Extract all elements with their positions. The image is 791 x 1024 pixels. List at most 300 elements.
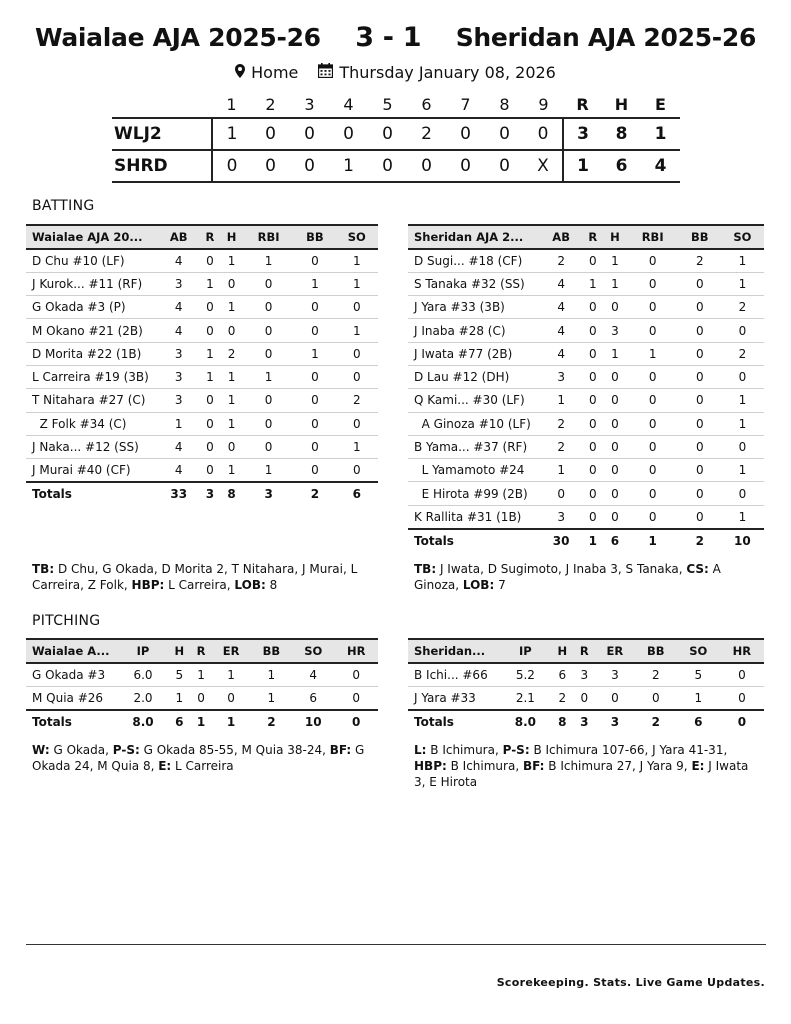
stat-value: 2 [551,686,574,709]
stat-value: 1 [220,365,243,388]
stat-value: 0 [721,319,764,342]
footer-divider [26,944,766,945]
player-name: K Rallita #31 (1B) [408,505,540,528]
inning-runs: 0 [407,150,446,182]
inning-runs: 0 [368,118,407,150]
inning-header: 3 [304,95,315,114]
note-label: LOB: [462,578,495,592]
note-label: CS: [686,562,709,576]
stat-column-header: SO [677,639,720,663]
stat-value: 0 [243,412,294,435]
stat-column-header: ER [211,639,250,663]
stat-value: 0 [220,435,243,458]
away-batting-table [26,224,378,506]
totals-label: Totals [26,710,118,734]
stat-value: 1 [158,412,200,435]
stat-value: 2 [540,435,582,458]
stat-value: 0 [679,296,721,319]
player-row [26,389,378,412]
total-value: 2 [251,710,292,734]
stat-value: 0 [294,435,335,458]
player-row [26,663,378,686]
stat-value: 3 [158,272,200,295]
team-column-header: Waialae A... [26,639,118,663]
inning-runs: 0 [368,150,407,182]
title-line [0,22,791,53]
stat-value: 1 [168,686,191,709]
note-text: L Carreira, [164,578,235,592]
stat-value: 1 [336,435,378,458]
stat-value: 1 [603,272,626,295]
note-label: E: [158,759,172,773]
stat-value: 0 [603,365,626,388]
total-value: 6 [336,482,378,506]
rhe-header: E [655,95,666,114]
note-text: 7 [494,578,506,592]
stat-value: 1 [294,272,335,295]
stat-value: 0 [582,459,603,482]
stat-value: 1 [603,342,626,365]
batting-section-title: BATTING [32,198,95,214]
stat-value: 0 [294,319,335,342]
player-name: S Tanaka #32 (SS) [408,272,540,295]
stat-value: 0 [679,412,721,435]
stat-value: 0 [243,272,294,295]
inning-header: 1 [226,95,237,114]
stat-value: 4 [158,319,200,342]
stat-value: 0 [721,365,764,388]
inning-runs: 0 [290,118,329,150]
player-name: A Ginoza #10 (LF) [408,412,540,435]
inning-runs: X [524,150,563,182]
stat-column-header: R [582,225,603,249]
stat-value: 0 [582,365,603,388]
stat-value: 0 [626,319,678,342]
inning-runs: 0 [212,150,251,182]
stat-value: 0 [582,482,603,505]
rhe-value: 3 [563,118,602,150]
stat-value: 0 [603,389,626,412]
team-column-header: Sheridan... [408,639,500,663]
note-label: BF: [329,743,352,757]
player-row [408,319,764,342]
stat-value: 1 [251,663,292,686]
note-text: B Ichimura 107-66, J Yara 41-31, [529,743,728,757]
inning-runs: 0 [446,150,485,182]
rhe-value: 1 [641,118,680,150]
player-name: D Chu #10 (LF) [26,249,158,272]
stat-value: 1 [336,319,378,342]
note-label: TB: [32,562,55,576]
note-text: G Okada 85-55, M Quia 38-24, [139,743,330,757]
totals-row [408,529,764,553]
inning-runs: 0 [251,118,290,150]
stat-value: 0 [679,505,721,528]
player-name: D Morita #22 (1B) [26,342,158,365]
player-row [26,249,378,272]
linescore-header-row [112,92,680,118]
totals-label: Totals [26,482,158,506]
inning-runs: 0 [446,118,485,150]
stat-value: 0 [582,412,603,435]
inning-runs: 0 [524,118,563,150]
stat-value: 2 [540,249,582,272]
rhe-value: 8 [602,118,641,150]
total-value: 2 [635,710,677,734]
stat-column-header: HR [334,639,378,663]
stat-value: 0 [603,296,626,319]
inning-header: 9 [538,95,549,114]
inning-header: 6 [421,95,432,114]
stat-column-header: AB [158,225,200,249]
player-row [408,296,764,319]
stat-value: 0 [200,296,221,319]
stat-value: 0 [582,296,603,319]
stat-value: 1 [200,272,221,295]
player-row [408,686,764,709]
stat-value: 1 [220,412,243,435]
stat-value: 2 [336,389,378,412]
stat-value: 1 [336,272,378,295]
total-value: 1 [191,710,212,734]
stat-value: 0 [595,686,635,709]
player-name: J Yara #33 (3B) [408,296,540,319]
game-info [0,63,791,82]
total-value: 10 [721,529,764,553]
player-name: J Naka... #12 (SS) [26,435,158,458]
totals-row [408,710,764,734]
stat-value: 6.0 [118,663,168,686]
stat-value: 5.2 [500,663,551,686]
player-row [408,482,764,505]
stat-value: 1 [211,663,250,686]
stat-value: 3 [595,663,635,686]
map-pin-icon [235,63,245,82]
stat-value: 3 [158,342,200,365]
total-value: 3 [595,710,635,734]
stat-value: 0 [626,249,678,272]
location-label: Home [251,63,299,82]
note-text: J Iwata, D Sugimoto, J Inaba 3, S Tanaka, [436,562,687,576]
home-batting-table [408,224,764,553]
stat-value: 1 [721,412,764,435]
stat-column-header: RBI [243,225,294,249]
stat-value: 0 [220,319,243,342]
total-value: 8 [551,710,574,734]
stats-header-row [408,225,764,249]
stat-value: 0 [582,435,603,458]
total-value: 8 [220,482,243,506]
stat-value: 0 [603,412,626,435]
stat-value: 3 [540,365,582,388]
player-name: Q Kami... #30 (LF) [408,389,540,412]
player-row [408,365,764,388]
stat-value: 0 [603,459,626,482]
player-row [26,365,378,388]
stat-value: 0 [200,389,221,412]
away-team-name: Waialae AJA 2025-26 [34,23,321,52]
total-value: 10 [292,710,334,734]
rhe-header: R [576,95,589,114]
team-column-header: Waialae AJA 20... [26,225,158,249]
player-name: J Yara #33 [408,686,500,709]
total-value: 6 [677,710,720,734]
player-name: M Okano #21 (2B) [26,319,158,342]
stat-value: 0 [626,505,678,528]
player-name: J Murai #40 (CF) [26,459,158,482]
stat-value: 4 [158,459,200,482]
player-row [26,296,378,319]
stat-column-header: H [551,639,574,663]
footer-tagline: Scorekeeping. Stats. Live Game Updates. [496,976,765,989]
stat-value: 0 [626,389,678,412]
stat-value: 1 [540,389,582,412]
stat-value: 0 [294,389,335,412]
stat-value: 0 [626,296,678,319]
calendar-icon [318,63,333,82]
total-value: 8.0 [500,710,551,734]
note-text: J Iwata 3, E Hirota [414,759,749,789]
stat-value: 0 [626,365,678,388]
total-value: 1 [626,529,678,553]
stat-value: 1 [220,296,243,319]
stat-value: 0 [243,319,294,342]
team-column-header: Sheridan AJA 2... [408,225,540,249]
player-name: J Inaba #28 (C) [408,319,540,342]
pitching-section-title: PITCHING [32,613,101,629]
stat-value: 0 [220,272,243,295]
stat-value: 1 [200,342,221,365]
stat-value: 4 [540,342,582,365]
total-value: 2 [679,529,721,553]
linescore-table [112,92,680,183]
stat-value: 0 [679,435,721,458]
stat-value: 1 [220,459,243,482]
totals-row [26,482,378,506]
stat-value: 0 [721,435,764,458]
stat-value: 0 [720,663,764,686]
total-value: 0 [720,710,764,734]
total-value: 33 [158,482,200,506]
stat-value: 1 [721,459,764,482]
stat-value: 0 [679,459,721,482]
stat-value: 2 [635,663,677,686]
note-text: B Ichimura 27, J Yara 9, [544,759,692,773]
player-name: J Kurok... #11 (RF) [26,272,158,295]
inning-runs: 2 [407,118,446,150]
stat-value: 0 [294,365,335,388]
stat-value: 0 [721,482,764,505]
date-label: Thursday January 08, 2026 [339,63,556,82]
inning-runs: 0 [485,118,524,150]
player-name: E Hirota #99 (2B) [408,482,540,505]
player-row [408,389,764,412]
stat-value: 4 [158,435,200,458]
stat-value: 0 [336,459,378,482]
player-name: L Carreira #19 (3B) [26,365,158,388]
away-pitching-notes [32,742,380,774]
stat-column-header: BB [294,225,335,249]
location-info [235,63,298,82]
player-row [408,342,764,365]
stat-value: 3 [603,319,626,342]
stat-column-header: H [603,225,626,249]
stat-value: 0 [720,686,764,709]
total-value: 3 [243,482,294,506]
stat-value: 2.0 [118,686,168,709]
home-batting-notes [414,561,760,593]
stat-value: 3 [540,505,582,528]
linescore-team-header [112,92,212,118]
stat-value: 1 [200,365,221,388]
player-row [26,686,378,709]
stat-column-header: IP [500,639,551,663]
rhe-value: 4 [641,150,680,182]
stat-value: 0 [582,505,603,528]
inning-header: 2 [265,95,276,114]
stat-value: 0 [336,365,378,388]
player-row [26,319,378,342]
stat-value: 1 [220,389,243,412]
stat-value: 4 [158,296,200,319]
stat-value: 2 [721,296,764,319]
stat-value: 2 [220,342,243,365]
note-text: G Okada, [49,743,113,757]
stat-value: 1 [220,249,243,272]
inning-header: 8 [499,95,510,114]
stat-value: 1 [677,686,720,709]
player-name: D Sugi... #18 (CF) [408,249,540,272]
game-header [0,22,791,82]
stat-column-header: R [574,639,595,663]
inning-runs: 0 [329,118,368,150]
stat-column-header: SO [292,639,334,663]
stat-value: 1 [721,505,764,528]
stat-value: 0 [582,342,603,365]
stat-value: 1 [721,272,764,295]
stat-value: 1 [294,342,335,365]
stat-value: 0 [200,459,221,482]
stat-value: 0 [243,389,294,412]
player-row [26,412,378,435]
final-score: 3 - 1 [355,22,422,53]
player-name: G Okada #3 (P) [26,296,158,319]
stat-value: 0 [336,342,378,365]
player-row [408,272,764,295]
note-label: HBP: [414,759,447,773]
linescore-team: WLJ2 [112,118,212,150]
stat-value: 4 [292,663,334,686]
stat-value: 3 [158,389,200,412]
stat-value: 1 [243,459,294,482]
stat-value: 0 [679,365,721,388]
stat-value: 0 [334,663,378,686]
stat-value: 1 [251,686,292,709]
stat-value: 5 [677,663,720,686]
stat-column-header: BB [635,639,677,663]
stat-column-header: H [168,639,191,663]
stats-header-row [26,639,378,663]
player-row [26,459,378,482]
stat-value: 0 [582,389,603,412]
stat-value: 0 [243,342,294,365]
player-row [408,505,764,528]
stat-value: 0 [626,482,678,505]
stat-value: 0 [679,389,721,412]
stat-column-header: BB [679,225,721,249]
stat-value: 0 [603,505,626,528]
stat-value: 0 [679,272,721,295]
stat-value: 2.1 [500,686,551,709]
player-name: G Okada #3 [26,663,118,686]
stat-value: 1 [626,342,678,365]
stat-value: 0 [679,482,721,505]
player-name: Z Folk #34 (C) [26,412,158,435]
stat-value: 4 [540,319,582,342]
stat-value: 0 [679,342,721,365]
total-value: 2 [294,482,335,506]
stat-value: 2 [679,249,721,272]
player-name: B Ichi... #66 [408,663,500,686]
stat-column-header: IP [118,639,168,663]
player-row [26,272,378,295]
note-text: B Ichimura, [426,743,503,757]
player-row [408,412,764,435]
total-value: 3 [574,710,595,734]
stat-value: 0 [582,319,603,342]
inning-runs: 0 [290,150,329,182]
player-name: L Yamamoto #24 [408,459,540,482]
stat-value: 0 [243,296,294,319]
player-name: B Yama... #37 (RF) [408,435,540,458]
total-value: 6 [603,529,626,553]
stat-value: 0 [626,272,678,295]
total-value: 8.0 [118,710,168,734]
total-value: 1 [582,529,603,553]
note-label: P-S: [502,743,530,757]
rhe-value: 1 [563,150,602,182]
total-value: 30 [540,529,582,553]
stat-value: 1 [721,249,764,272]
stat-value: 0 [635,686,677,709]
totals-row [26,710,378,734]
stat-value: 2 [721,342,764,365]
stat-value: 1 [540,459,582,482]
note-label: LOB: [234,578,266,592]
note-label: P-S: [112,743,140,757]
stat-column-header: RBI [626,225,678,249]
stats-header-row [408,639,764,663]
linescore-row [112,150,680,182]
stats-header-row [26,225,378,249]
player-name: D Lau #12 (DH) [408,365,540,388]
player-row [408,435,764,458]
stat-value: 1 [336,249,378,272]
stat-value: 1 [191,663,212,686]
stat-value: 1 [721,389,764,412]
stat-value: 3 [574,663,595,686]
stat-value: 0 [200,249,221,272]
stat-value: 0 [191,686,212,709]
player-row [408,663,764,686]
player-row [408,459,764,482]
player-name: J Iwata #77 (2B) [408,342,540,365]
total-value: 6 [168,710,191,734]
player-row [26,435,378,458]
rhe-value: 6 [602,150,641,182]
note-text: D Chu, G Okada, D Morita 2, T Nitahara, J Murai, L Carreira, Z Folk, [32,562,358,592]
stat-value: 0 [603,482,626,505]
